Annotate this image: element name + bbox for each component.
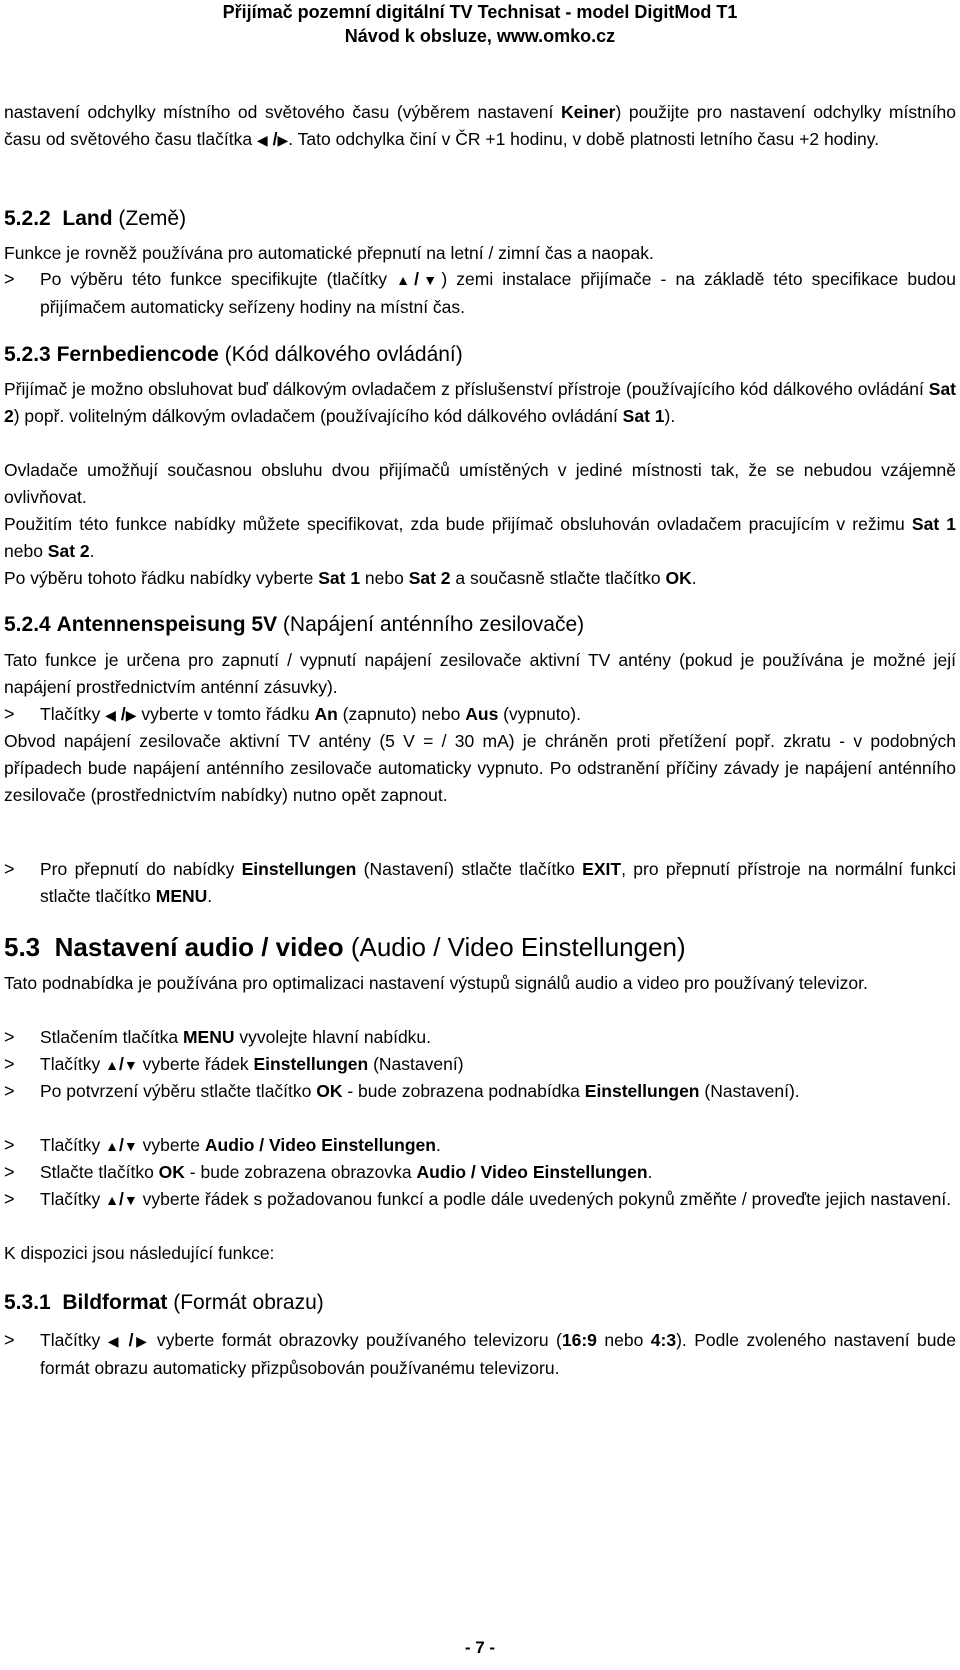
- slash: /: [119, 1135, 124, 1155]
- down-arrow-icon: ▼: [419, 272, 442, 288]
- bold-term: Sat 1: [318, 568, 361, 588]
- bold-term: Sat 1: [622, 406, 665, 426]
- slash: /: [120, 704, 126, 724]
- text: vyberte formát obrazovky používaného televizoru (: [149, 1330, 562, 1350]
- bullet-marker-icon: >: [4, 1054, 15, 1074]
- up-arrow-icon: ▲: [105, 1057, 120, 1073]
- slash: /: [414, 269, 420, 289]
- up-arrow-icon: ▲: [105, 1138, 120, 1154]
- bold-term: Einstellungen: [584, 1081, 700, 1101]
- section-title-translation: (Kód dálkového ovládání): [218, 343, 463, 366]
- slash: /: [272, 129, 278, 149]
- text: (vypnuto).: [498, 704, 581, 724]
- list-item: [40, 1024, 956, 1051]
- text: nebo: [4, 541, 48, 561]
- text: , pro přepnutí přístroje na normální funkci stlačte tlačítko: [40, 859, 956, 906]
- bold-term: Audio / Video Einstellungen: [204, 1135, 436, 1155]
- bold-term: EXIT: [582, 859, 622, 879]
- text: vyberte řádek s požadovanou funkcí a podle dále uvedených pokynů změňte / proveďte jejich nastavení.: [137, 1189, 952, 1209]
- section-number: 5.3.1: [4, 1291, 51, 1314]
- left-arrow-icon: ◀: [105, 707, 116, 723]
- text: Přijímač je možno obsluhovat buď dálkovým ovladačem z příslušenství přístroje (používajícího kód dálkového ovládání: [4, 379, 929, 399]
- bullet-marker-icon: >: [4, 1162, 15, 1182]
- paragraph: Ovladače umožňují současnou obsluhu dvou přijímačů umístěných v jediné místnosti tak, že se nebudou vzájemně ovlivňovat.: [4, 460, 956, 507]
- text: Tlačítky: [40, 1135, 106, 1155]
- bullet-marker-icon: >: [4, 1135, 15, 1155]
- section-title-translation: (Audio / Video Einstellungen): [343, 932, 686, 962]
- text: (Nastavení) stlačte tlačítko: [356, 859, 583, 879]
- list-item: [40, 856, 956, 910]
- text: (Nastavení).: [699, 1081, 800, 1101]
- text: (zapnuto) nebo: [337, 704, 466, 724]
- list-item: [40, 266, 956, 321]
- text: vyvolejte hlavní nabídku.: [234, 1027, 432, 1047]
- section-title-translation: (Země): [112, 207, 187, 230]
- text: Použitím této funkce nabídky můžete specifikovat, zda bude přijímač obsluhován ovladačem pracujícím v režimu: [4, 514, 912, 534]
- text: Stlačením tlačítka: [40, 1027, 183, 1047]
- intro-paragraph: [4, 99, 956, 154]
- bold-term: Audio / Video Einstellungen: [416, 1162, 648, 1182]
- list-item: [40, 701, 956, 729]
- list-item: [40, 1186, 956, 1214]
- page-number: - 7 -: [464, 1638, 496, 1657]
- text: nebo: [360, 568, 409, 588]
- paragraph: Funkce je rovněž používána pro automatické přepnutí na letní / zimní čas a naopak.: [4, 243, 654, 263]
- text: Po výběru této funkce specifikujte (tlačítky: [40, 269, 397, 289]
- text: nebo: [596, 1330, 651, 1350]
- paragraph: [4, 376, 956, 430]
- bold-term: 16:9: [561, 1330, 597, 1350]
- section-heading-5-3: [4, 930, 956, 964]
- section-title: Bildformat: [62, 1291, 168, 1314]
- header-subtitle: Návod k obsluze, www.omko.cz: [344, 26, 616, 46]
- list-item: [40, 1051, 956, 1079]
- text: .: [691, 568, 697, 588]
- bullet-marker-icon: >: [4, 704, 15, 724]
- text: .: [89, 541, 95, 561]
- section-heading-5-2-2: [4, 204, 956, 234]
- text: (Nastavení): [368, 1054, 464, 1074]
- down-arrow-icon: ▼: [123, 1192, 138, 1208]
- text: Tlačítky: [40, 1054, 106, 1074]
- right-arrow-icon: ▶: [133, 1333, 150, 1349]
- bullet-marker-icon: >: [4, 1081, 15, 1101]
- bold-term: Sat 1: [911, 514, 957, 534]
- section-heading-5-3-1: [4, 1288, 956, 1318]
- text: . Tato odchylka činí v ČR +1 hodinu, v době platnosti letního času +2 hodiny.: [288, 129, 880, 149]
- down-arrow-icon: ▼: [123, 1138, 138, 1154]
- bold-term: MENU: [155, 886, 208, 906]
- up-arrow-icon: ▲: [105, 1192, 120, 1208]
- section-heading-5-2-3: [4, 340, 956, 370]
- section-heading-5-2-4: [4, 610, 956, 640]
- text: ). Podle zvoleného nastavení bude formát obrazu automaticky přizpůsobován používanému televizoru.: [40, 1330, 956, 1378]
- text: ) použijte pro nastavení odchylky místního času od světového času tlačítka: [4, 102, 956, 149]
- left-arrow-icon: ◀: [107, 1333, 122, 1349]
- bold-term: OK: [158, 1162, 185, 1182]
- list-item: [40, 1078, 956, 1105]
- slash: /: [119, 1054, 124, 1074]
- list-item: [40, 1327, 956, 1382]
- paragraph: Obvod napájení zesilovače aktivní TV antény (5 V = / 30 mA) je chráněn proti přetížení popř. zkratu - v podobných případech bude napájení anténního zesilovače automaticky vypnuto. Po odstranění příčiny závady je napájení anténního zesilovače (prostřednictvím nabídky) nutno opět zapnout.: [4, 731, 956, 805]
- bold-term: Keiner: [560, 102, 616, 122]
- text: ).: [664, 406, 676, 426]
- bullet-marker-icon: >: [4, 269, 15, 289]
- paragraph: [4, 511, 956, 565]
- text: .: [207, 886, 213, 906]
- section-title: Antennenspeisung 5V: [56, 613, 278, 636]
- section-title: Fernbediencode: [56, 343, 219, 366]
- bold-term: Einstellungen: [241, 859, 357, 879]
- text: - bude zobrazena obrazovka: [184, 1162, 417, 1182]
- left-arrow-icon: ◀: [256, 132, 268, 148]
- bold-term: 4:3: [650, 1330, 677, 1350]
- section-number: 5.2.2: [4, 207, 51, 230]
- text: Pro přepnutí do nabídky: [40, 859, 242, 879]
- text: Tlačítky: [40, 704, 106, 724]
- bold-term: Sat 2: [408, 568, 451, 588]
- text: Stlačte tlačítko: [40, 1162, 159, 1182]
- text: nastavení odchylky místního od světového času (výběrem nastavení: [4, 102, 561, 122]
- text: Po potvrzení výběru stlačte tlačítko: [40, 1081, 317, 1101]
- section-title: Nastavení audio / video: [54, 932, 344, 962]
- bold-term: An: [314, 704, 338, 724]
- paragraph: K dispozici jsou následující funkce:: [4, 1243, 275, 1263]
- right-arrow-icon: ▶: [125, 707, 137, 723]
- text: .: [435, 1135, 441, 1155]
- text: Tlačítky: [40, 1189, 106, 1209]
- section-title-translation: (Formát obrazu): [167, 1291, 324, 1314]
- bold-term: MENU: [182, 1027, 235, 1047]
- bullet-marker-icon: >: [4, 859, 15, 879]
- text: a současně stlačte tlačítko: [450, 568, 666, 588]
- paragraph: Tato funkce je určena pro zapnutí / vypnutí napájení zesilovače aktivní TV antény (pokud je používána je možné její napájení prostřednictvím anténní zásuvky).: [4, 650, 956, 697]
- text: vyberte řádek: [137, 1054, 254, 1074]
- paragraph: Tato podnabídka je používána pro optimalizaci nastavení výstupů signálů audio a video pro používaný televizor.: [4, 973, 868, 993]
- bold-term: Aus: [465, 704, 499, 724]
- text: Tlačítky: [40, 1330, 108, 1350]
- right-arrow-icon: ▶: [277, 132, 289, 148]
- bold-term: OK: [665, 568, 692, 588]
- text: .: [647, 1162, 653, 1182]
- slash: /: [128, 1330, 134, 1350]
- bold-term: Einstellungen: [253, 1054, 369, 1074]
- text: ) zemi instalace přijímače - na základě této specifikace budou přijímačem automaticky seřízeny hodiny na místní čas.: [40, 269, 956, 317]
- text: Po výběru tohoto řádku nabídky vyberte: [4, 568, 319, 588]
- slash: /: [119, 1189, 124, 1209]
- text: vyberte: [137, 1135, 205, 1155]
- down-arrow-icon: ▼: [123, 1057, 138, 1073]
- list-item: [40, 1159, 956, 1186]
- bullet-marker-icon: >: [4, 1189, 15, 1209]
- paragraph: [4, 565, 956, 592]
- section-title: Land: [62, 207, 113, 230]
- bold-term: OK: [316, 1081, 343, 1101]
- text: vyberte v tomto řádku: [136, 704, 315, 724]
- bold-term: Sat 2: [4, 379, 956, 426]
- up-arrow-icon: ▲: [396, 272, 415, 288]
- text: - bude zobrazena podnabídka: [342, 1081, 585, 1101]
- section-number: 5.2.3: [4, 343, 51, 366]
- section-number: 5.2.4: [4, 613, 51, 636]
- bold-term: Sat 2: [47, 541, 90, 561]
- list-item: [40, 1132, 956, 1160]
- bullet-marker-icon: >: [4, 1330, 15, 1350]
- section-number: 5.3: [4, 932, 41, 962]
- text: ) popř. volitelným dálkovým ovladačem (používajícího kód dálkového ovládání: [13, 406, 623, 426]
- header-title: Přijímač pozemní digitální TV Technisat - model DigitMod T1: [222, 2, 738, 22]
- bullet-marker-icon: >: [4, 1027, 15, 1047]
- section-title-translation: (Napájení anténního zesilovače): [277, 613, 585, 636]
